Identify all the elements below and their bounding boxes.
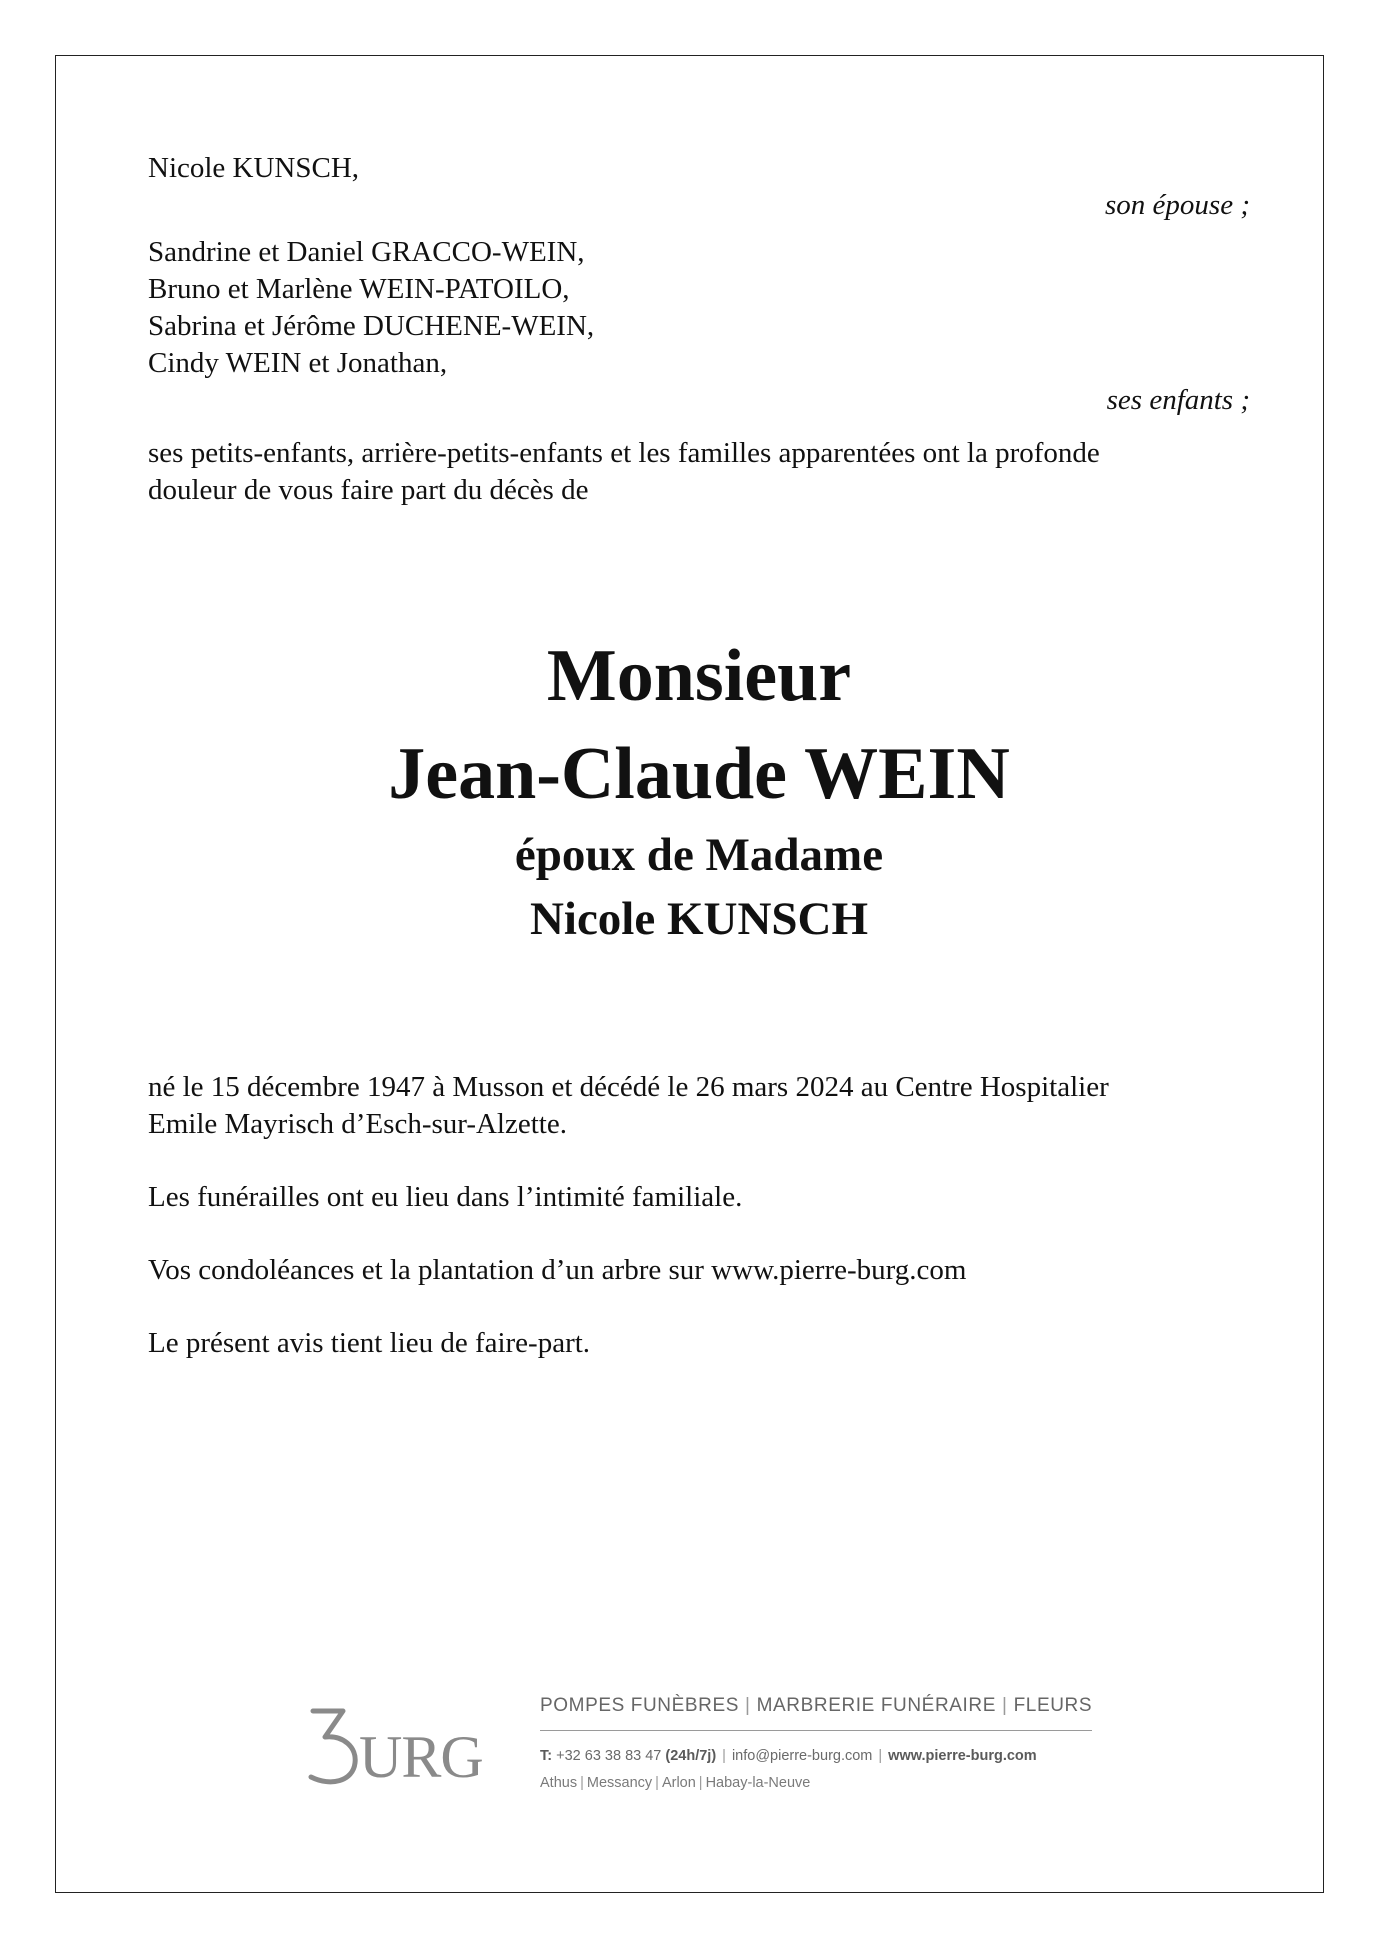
town-item: Athus — [540, 1775, 578, 1791]
burg-logo — [305, 1689, 485, 1789]
towns-line: Athus | Messancy | Arlon | Habay-la-Neuve — [540, 1775, 811, 1791]
deceased-spouse-name: Nicole KUNSCH — [529, 893, 869, 945]
child-line: Bruno et Marlène WEIN-PATOILO, — [148, 273, 570, 305]
service-item: FLEURS — [1013, 1695, 1093, 1716]
deceased-title: Monsieur — [546, 635, 852, 717]
child-line: Sabrina et Jérôme DUCHENE-WEIN, — [148, 310, 595, 342]
deceased-name: Jean-Claude WEIN — [388, 733, 1010, 815]
town-item: Arlon — [661, 1775, 696, 1791]
child-line: Sandrine et Daniel GRACCO-WEIN, — [148, 236, 585, 268]
condolences-text: Vos condoléances et la plantation d’un arbre sur www.pierre-burg.com — [148, 1254, 967, 1286]
contact-line: T: +32 63 38 83 47 (24h/7j) | info@pierre-burg.com | www.pierre-burg.com — [540, 1748, 1037, 1764]
notice-text: Le présent avis tient lieu de faire-part. — [148, 1327, 591, 1359]
spouse-role: son épouse ; — [1105, 189, 1250, 221]
funeral-home-footer — [305, 1685, 1105, 1805]
service-item: POMPES FUNÈBRES — [540, 1695, 740, 1716]
email-link[interactable]: info@pierre-burg.com — [731, 1748, 873, 1764]
child-line: Cindy WEIN et Jonathan, — [148, 347, 448, 379]
town-item: Habay-la-Neuve — [705, 1775, 811, 1791]
services-line: POMPES FUNÈBRES | MARBRERIE FUNÉRAIRE | FLEURS — [540, 1695, 1093, 1716]
footer-divider — [540, 1730, 1092, 1731]
phone-label: T: — [540, 1748, 553, 1764]
birth-death-line: né le 15 décembre 1947 à Musson et décédé le 26 mars 2024 au Centre Hospitalier — [148, 1071, 1109, 1103]
spouse-name: Nicole KUNSCH, — [148, 152, 360, 184]
town-item: Messancy — [586, 1775, 653, 1791]
phone-hours: (24h/7j) — [665, 1748, 717, 1764]
birth-death-line: Emile Mayrisch d’Esch-sur-Alzette. — [148, 1108, 567, 1140]
deceased-spouse-of: époux de Madame — [514, 829, 884, 881]
funeral-text: Les funérailles ont eu lieu dans l’intimité familiale. — [148, 1181, 743, 1213]
children-role: ses enfants ; — [1106, 384, 1250, 416]
phone-number: +32 63 38 83 47 — [556, 1748, 662, 1764]
website-link[interactable]: www.pierre-burg.com — [888, 1748, 1037, 1764]
service-item: MARBRERIE FUNÉRAIRE — [756, 1695, 997, 1716]
obituary-body — [148, 150, 1250, 1362]
announcement-line: douleur de vous faire part du décès de — [148, 474, 589, 506]
announcement-line: ses petits-enfants, arrière-petits-enfants et les familles apparentées ont la profonde — [148, 437, 1100, 469]
svg-text:URG: URG — [359, 1724, 483, 1789]
